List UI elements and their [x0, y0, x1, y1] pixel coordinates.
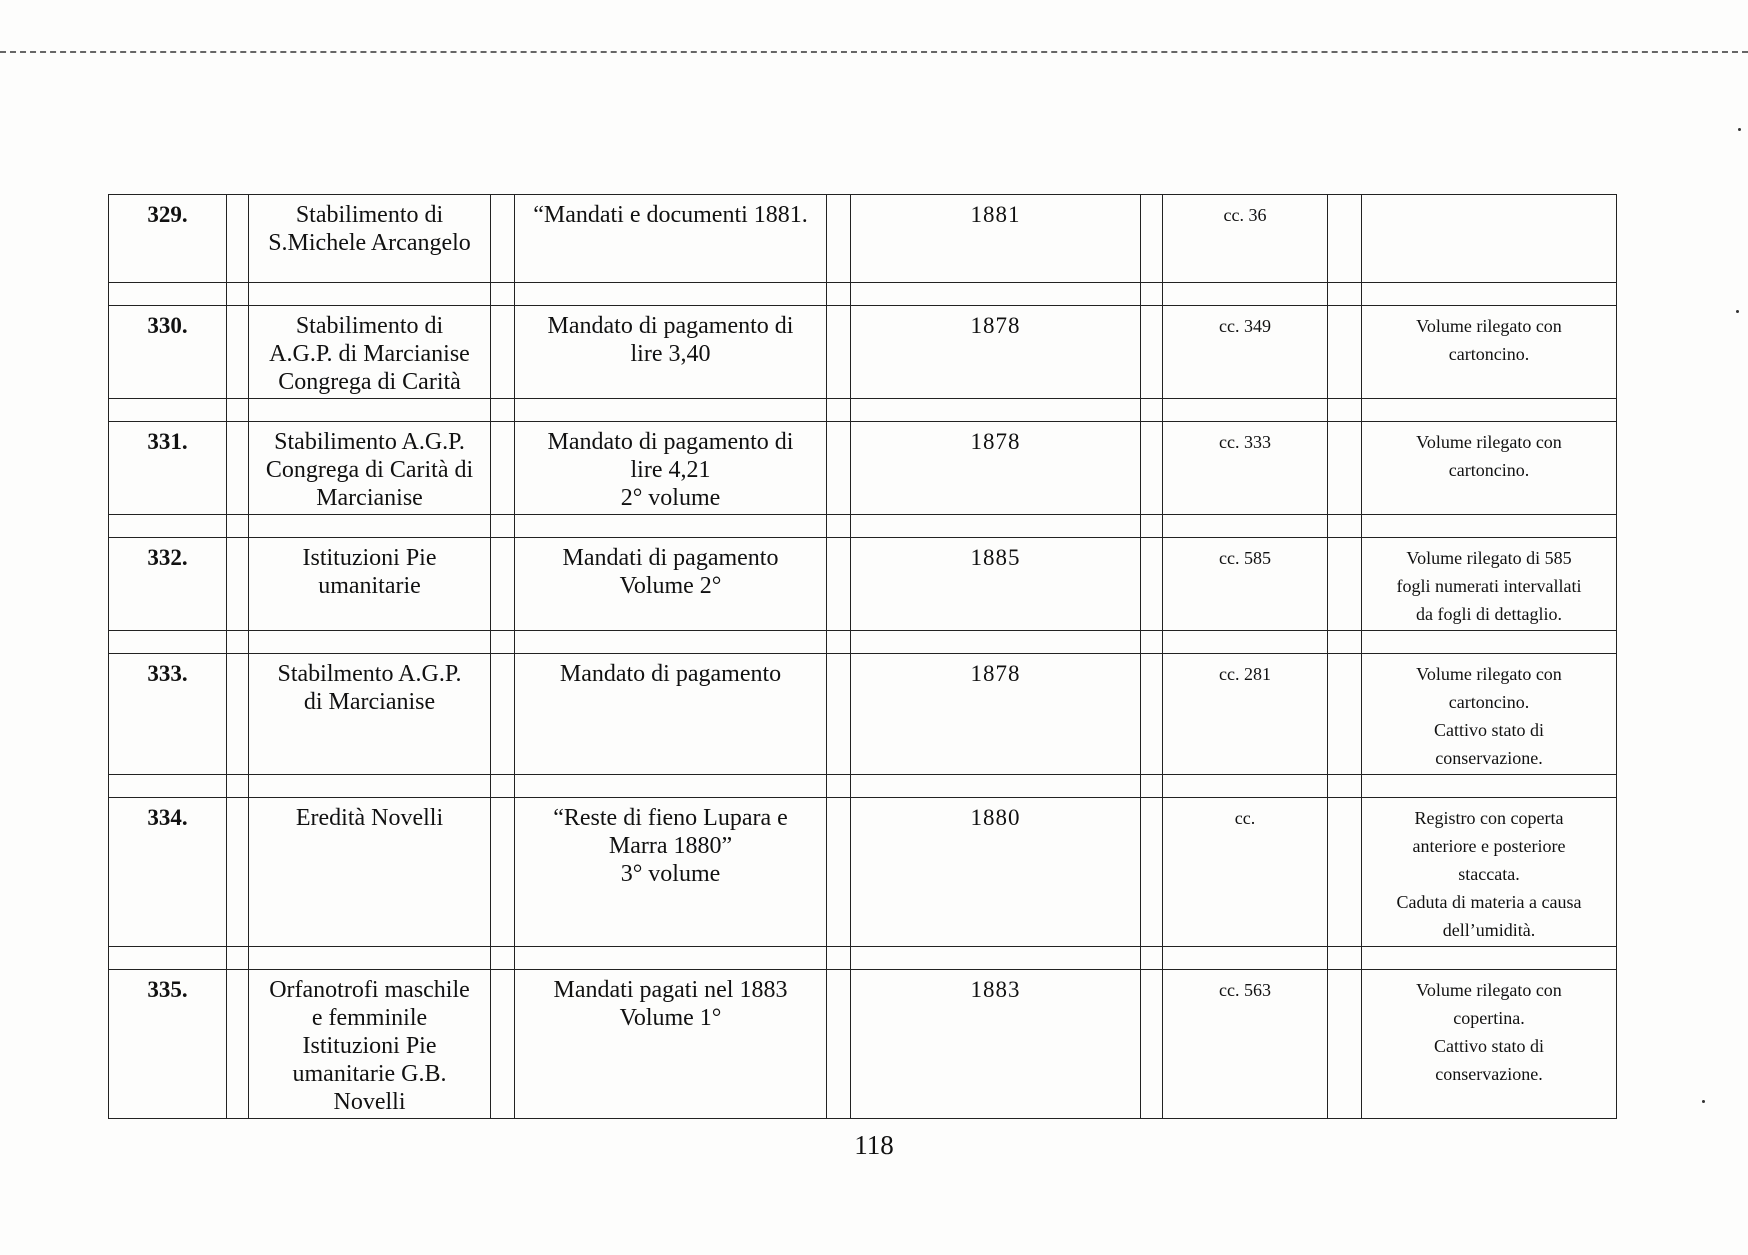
- separator-cell: [1328, 283, 1362, 306]
- entry-number: 329.: [109, 195, 227, 283]
- separator-cell: [1163, 283, 1328, 306]
- entry-sheets: cc. 349: [1163, 306, 1328, 399]
- entry-institution-line: e femminile: [311, 1005, 428, 1031]
- entry-notes-line: Registro con coperta: [1414, 808, 1564, 828]
- separator-cell: [491, 947, 515, 970]
- gap-column: [1141, 970, 1163, 1119]
- entry-institution-line: S.Michele Arcangelo: [268, 230, 471, 256]
- entry-institution-line: Congrega di Carità di: [265, 457, 474, 483]
- gap-column: [827, 970, 851, 1119]
- separator-cell: [491, 631, 515, 654]
- entry-notes: [1362, 538, 1617, 631]
- separator-cell: [1141, 399, 1163, 422]
- gap-column: [491, 306, 515, 399]
- gap-column: [227, 422, 249, 515]
- separator-cell: [515, 515, 827, 538]
- gap-column: [1141, 306, 1163, 399]
- entry-year: 1881: [851, 195, 1141, 283]
- separator-cell: [1141, 283, 1163, 306]
- gap-column: [827, 654, 851, 775]
- separator-cell: [109, 947, 227, 970]
- gap-column: [491, 422, 515, 515]
- entry-description-line: Volume 1°: [619, 1005, 722, 1031]
- gap-column: [227, 654, 249, 775]
- separator-cell: [1362, 515, 1617, 538]
- entry-institution-line: Istituzioni Pie: [302, 545, 437, 571]
- separator-cell: [227, 283, 249, 306]
- entry-sheets: cc. 585: [1163, 538, 1328, 631]
- gap-column: [491, 970, 515, 1119]
- separator-row: [109, 283, 1617, 306]
- entry-institution-line: umanitarie G.B.: [292, 1061, 447, 1087]
- entry-sheets: cc. 36: [1163, 195, 1328, 283]
- separator-cell: [827, 515, 851, 538]
- separator-cell: [1163, 515, 1328, 538]
- gap-column: [827, 422, 851, 515]
- separator-cell: [249, 399, 491, 422]
- entry-number: 334.: [109, 798, 227, 947]
- separator-cell: [1141, 947, 1163, 970]
- inventory-table-wrapper: [108, 194, 1616, 1119]
- separator-cell: [249, 775, 491, 798]
- entry-sheets: cc.: [1163, 798, 1328, 947]
- entry-description-line: Mandato di pagamento di: [547, 313, 794, 339]
- separator-row: [109, 399, 1617, 422]
- gap-column: [491, 654, 515, 775]
- entry-description-line: 2° volume: [620, 485, 721, 511]
- entry-notes-line: cartoncino.: [1448, 344, 1530, 364]
- scan-speck: [1738, 128, 1741, 131]
- separator-cell: [227, 947, 249, 970]
- entry-notes-line: conservazione.: [1435, 748, 1543, 768]
- entry-description-line: Mandato di pagamento di: [547, 429, 794, 455]
- gap-column: [1141, 195, 1163, 283]
- separator-cell: [851, 283, 1141, 306]
- entry-institution: [249, 306, 491, 399]
- top-dashed-rule: [0, 51, 1748, 53]
- separator-cell: [827, 399, 851, 422]
- entry-notes-line: Caduta di materia a causa: [1396, 892, 1582, 912]
- separator-cell: [1163, 631, 1328, 654]
- entry-notes: [1362, 970, 1617, 1119]
- entry-notes: [1362, 306, 1617, 399]
- entry-institution-line: Novelli: [333, 1089, 406, 1115]
- separator-cell: [827, 947, 851, 970]
- entry-institution-line: Stabilmento A.G.P.: [277, 661, 462, 687]
- separator-cell: [851, 631, 1141, 654]
- entry-institution: [249, 970, 491, 1119]
- separator-cell: [851, 515, 1141, 538]
- entry-number: 330.: [109, 306, 227, 399]
- separator-cell: [1141, 775, 1163, 798]
- entry-sheets: cc. 333: [1163, 422, 1328, 515]
- gap-column: [1328, 538, 1362, 631]
- separator-cell: [1163, 399, 1328, 422]
- gap-column: [227, 306, 249, 399]
- entry-description-line: lire 3,40: [630, 341, 711, 367]
- table-row: [109, 798, 1617, 947]
- separator-cell: [249, 283, 491, 306]
- separator-cell: [827, 631, 851, 654]
- table-row: [109, 195, 1617, 283]
- separator-cell: [851, 399, 1141, 422]
- separator-row: [109, 515, 1617, 538]
- entry-institution: [249, 538, 491, 631]
- gap-column: [227, 195, 249, 283]
- inventory-rows: [109, 195, 1617, 1119]
- gap-column: [491, 195, 515, 283]
- entry-number: 335.: [109, 970, 227, 1119]
- table-row: [109, 306, 1617, 399]
- separator-cell: [109, 283, 227, 306]
- gap-column: [827, 195, 851, 283]
- table-row: [109, 970, 1617, 1119]
- separator-cell: [515, 775, 827, 798]
- entry-description-line: Mandati pagati nel 1883: [553, 977, 788, 1003]
- separator-cell: [227, 515, 249, 538]
- entry-notes-line: anteriore e posteriore: [1412, 836, 1566, 856]
- table-row: [109, 422, 1617, 515]
- separator-cell: [1163, 775, 1328, 798]
- entry-institution: [249, 654, 491, 775]
- entry-description-line: 3° volume: [620, 861, 721, 887]
- entry-institution-line: Marcianise: [316, 485, 423, 511]
- gap-column: [827, 306, 851, 399]
- entry-institution: [249, 195, 491, 283]
- entry-description: [515, 422, 827, 515]
- entry-notes-line: Cattivo stato di: [1434, 1036, 1544, 1056]
- entry-notes-line: Volume rilegato con: [1416, 432, 1562, 452]
- separator-cell: [227, 399, 249, 422]
- gap-column: [227, 538, 249, 631]
- gap-column: [227, 798, 249, 947]
- entry-number: 332.: [109, 538, 227, 631]
- entry-notes-line: cartoncino.: [1448, 460, 1530, 480]
- separator-cell: [227, 631, 249, 654]
- separator-cell: [109, 399, 227, 422]
- gap-column: [491, 538, 515, 631]
- entry-institution-line: A.G.P. di Marcianise: [269, 341, 470, 367]
- entry-year: 1885: [851, 538, 1141, 631]
- entry-description-line: lire 4,21: [630, 457, 711, 483]
- entry-institution: [249, 422, 491, 515]
- entry-year: 1878: [851, 654, 1141, 775]
- entry-year: 1878: [851, 422, 1141, 515]
- gap-column: [827, 538, 851, 631]
- separator-cell: [1328, 515, 1362, 538]
- separator-cell: [851, 947, 1141, 970]
- entry-description: [515, 306, 827, 399]
- table-row: [109, 654, 1617, 775]
- separator-cell: [491, 515, 515, 538]
- gap-column: [1328, 306, 1362, 399]
- separator-cell: [515, 947, 827, 970]
- entry-description-line: Volume 2°: [619, 573, 722, 599]
- separator-cell: [1328, 631, 1362, 654]
- gap-column: [1141, 798, 1163, 947]
- entry-institution: [249, 798, 491, 947]
- entry-number: 333.: [109, 654, 227, 775]
- separator-row: [109, 631, 1617, 654]
- entry-notes-line: copertina.: [1453, 1008, 1525, 1028]
- gap-column: [1328, 798, 1362, 947]
- entry-institution-line: di Marcianise: [303, 689, 436, 715]
- entry-institution-line: Orfanotrofi maschile: [269, 977, 470, 1003]
- entry-notes: [1362, 654, 1617, 775]
- entry-year: 1880: [851, 798, 1141, 947]
- gap-column: [1328, 195, 1362, 283]
- entry-notes-line: conservazione.: [1435, 1064, 1543, 1084]
- entry-notes: [1362, 422, 1617, 515]
- gap-column: [1328, 654, 1362, 775]
- separator-cell: [827, 775, 851, 798]
- entry-notes-line: Volume rilegato con: [1416, 980, 1562, 1000]
- separator-cell: [1141, 515, 1163, 538]
- inventory-table: [108, 194, 1617, 1119]
- entry-notes-line: Volume rilegato con: [1416, 316, 1562, 336]
- entry-institution-line: Stabilimento di: [295, 313, 444, 339]
- entry-notes-line: Volume rilegato di 585: [1406, 548, 1572, 568]
- separator-cell: [827, 283, 851, 306]
- table-row: [109, 538, 1617, 631]
- separator-cell: [515, 631, 827, 654]
- entry-description-line: “Mandati e documenti 1881.: [533, 202, 808, 228]
- entry-description: [515, 195, 827, 283]
- entry-institution-line: Stabilimento di: [295, 202, 444, 228]
- entry-description: [515, 654, 827, 775]
- entry-number: 331.: [109, 422, 227, 515]
- entry-description: [515, 970, 827, 1119]
- separator-row: [109, 947, 1617, 970]
- entry-institution-line: Istituzioni Pie: [302, 1033, 437, 1059]
- entry-institution-line: Eredità Novelli: [295, 805, 444, 831]
- separator-cell: [515, 399, 827, 422]
- entry-notes-line: Volume rilegato con: [1416, 664, 1562, 684]
- entry-notes-line: da fogli di dettaglio.: [1416, 604, 1562, 624]
- gap-column: [1141, 422, 1163, 515]
- entry-institution-line: umanitarie: [318, 573, 421, 599]
- entry-notes-line: fogli numerati intervallati: [1396, 576, 1582, 596]
- separator-cell: [1328, 399, 1362, 422]
- scan-speck: [1736, 310, 1739, 313]
- entry-description-line: Marra 1880”: [608, 833, 733, 859]
- gap-column: [491, 798, 515, 947]
- entry-description-line: Mandato di pagamento: [559, 661, 782, 687]
- entry-sheets: cc. 563: [1163, 970, 1328, 1119]
- gap-column: [1328, 422, 1362, 515]
- scan-speck: [1702, 1100, 1705, 1103]
- entry-description-line: Mandati di pagamento: [562, 545, 779, 571]
- gap-column: [1141, 538, 1163, 631]
- entry-notes-line: cartoncino.: [1448, 692, 1530, 712]
- entry-notes: [1362, 195, 1617, 283]
- entry-notes-line: dell’umidità.: [1442, 920, 1536, 940]
- entry-notes: [1362, 798, 1617, 947]
- separator-cell: [1362, 399, 1617, 422]
- separator-cell: [1328, 775, 1362, 798]
- separator-cell: [1362, 947, 1617, 970]
- separator-cell: [851, 775, 1141, 798]
- separator-row: [109, 775, 1617, 798]
- separator-cell: [109, 515, 227, 538]
- gap-column: [1328, 970, 1362, 1119]
- separator-cell: [491, 283, 515, 306]
- entry-year: 1883: [851, 970, 1141, 1119]
- entry-institution-line: Stabilimento A.G.P.: [274, 429, 465, 455]
- separator-cell: [249, 631, 491, 654]
- separator-cell: [1362, 775, 1617, 798]
- separator-cell: [109, 775, 227, 798]
- separator-cell: [109, 631, 227, 654]
- gap-column: [227, 970, 249, 1119]
- entry-institution-line: Congrega di Carità: [278, 369, 461, 395]
- separator-cell: [249, 515, 491, 538]
- separator-cell: [227, 775, 249, 798]
- entry-notes-line: staccata.: [1458, 864, 1520, 884]
- entry-description-line: “Reste di fieno Lupara e: [553, 805, 788, 831]
- separator-cell: [1141, 631, 1163, 654]
- gap-column: [1141, 654, 1163, 775]
- separator-cell: [491, 775, 515, 798]
- separator-cell: [249, 947, 491, 970]
- entry-notes-line: Cattivo stato di: [1434, 720, 1544, 740]
- separator-cell: [1362, 631, 1617, 654]
- entry-description: [515, 538, 827, 631]
- separator-cell: [1362, 283, 1617, 306]
- page-number: 118: [854, 1130, 894, 1160]
- entry-description: [515, 798, 827, 947]
- entry-sheets: cc. 281: [1163, 654, 1328, 775]
- separator-cell: [491, 399, 515, 422]
- entry-year: 1878: [851, 306, 1141, 399]
- separator-cell: [1163, 947, 1328, 970]
- separator-cell: [1328, 947, 1362, 970]
- gap-column: [827, 798, 851, 947]
- separator-cell: [515, 283, 827, 306]
